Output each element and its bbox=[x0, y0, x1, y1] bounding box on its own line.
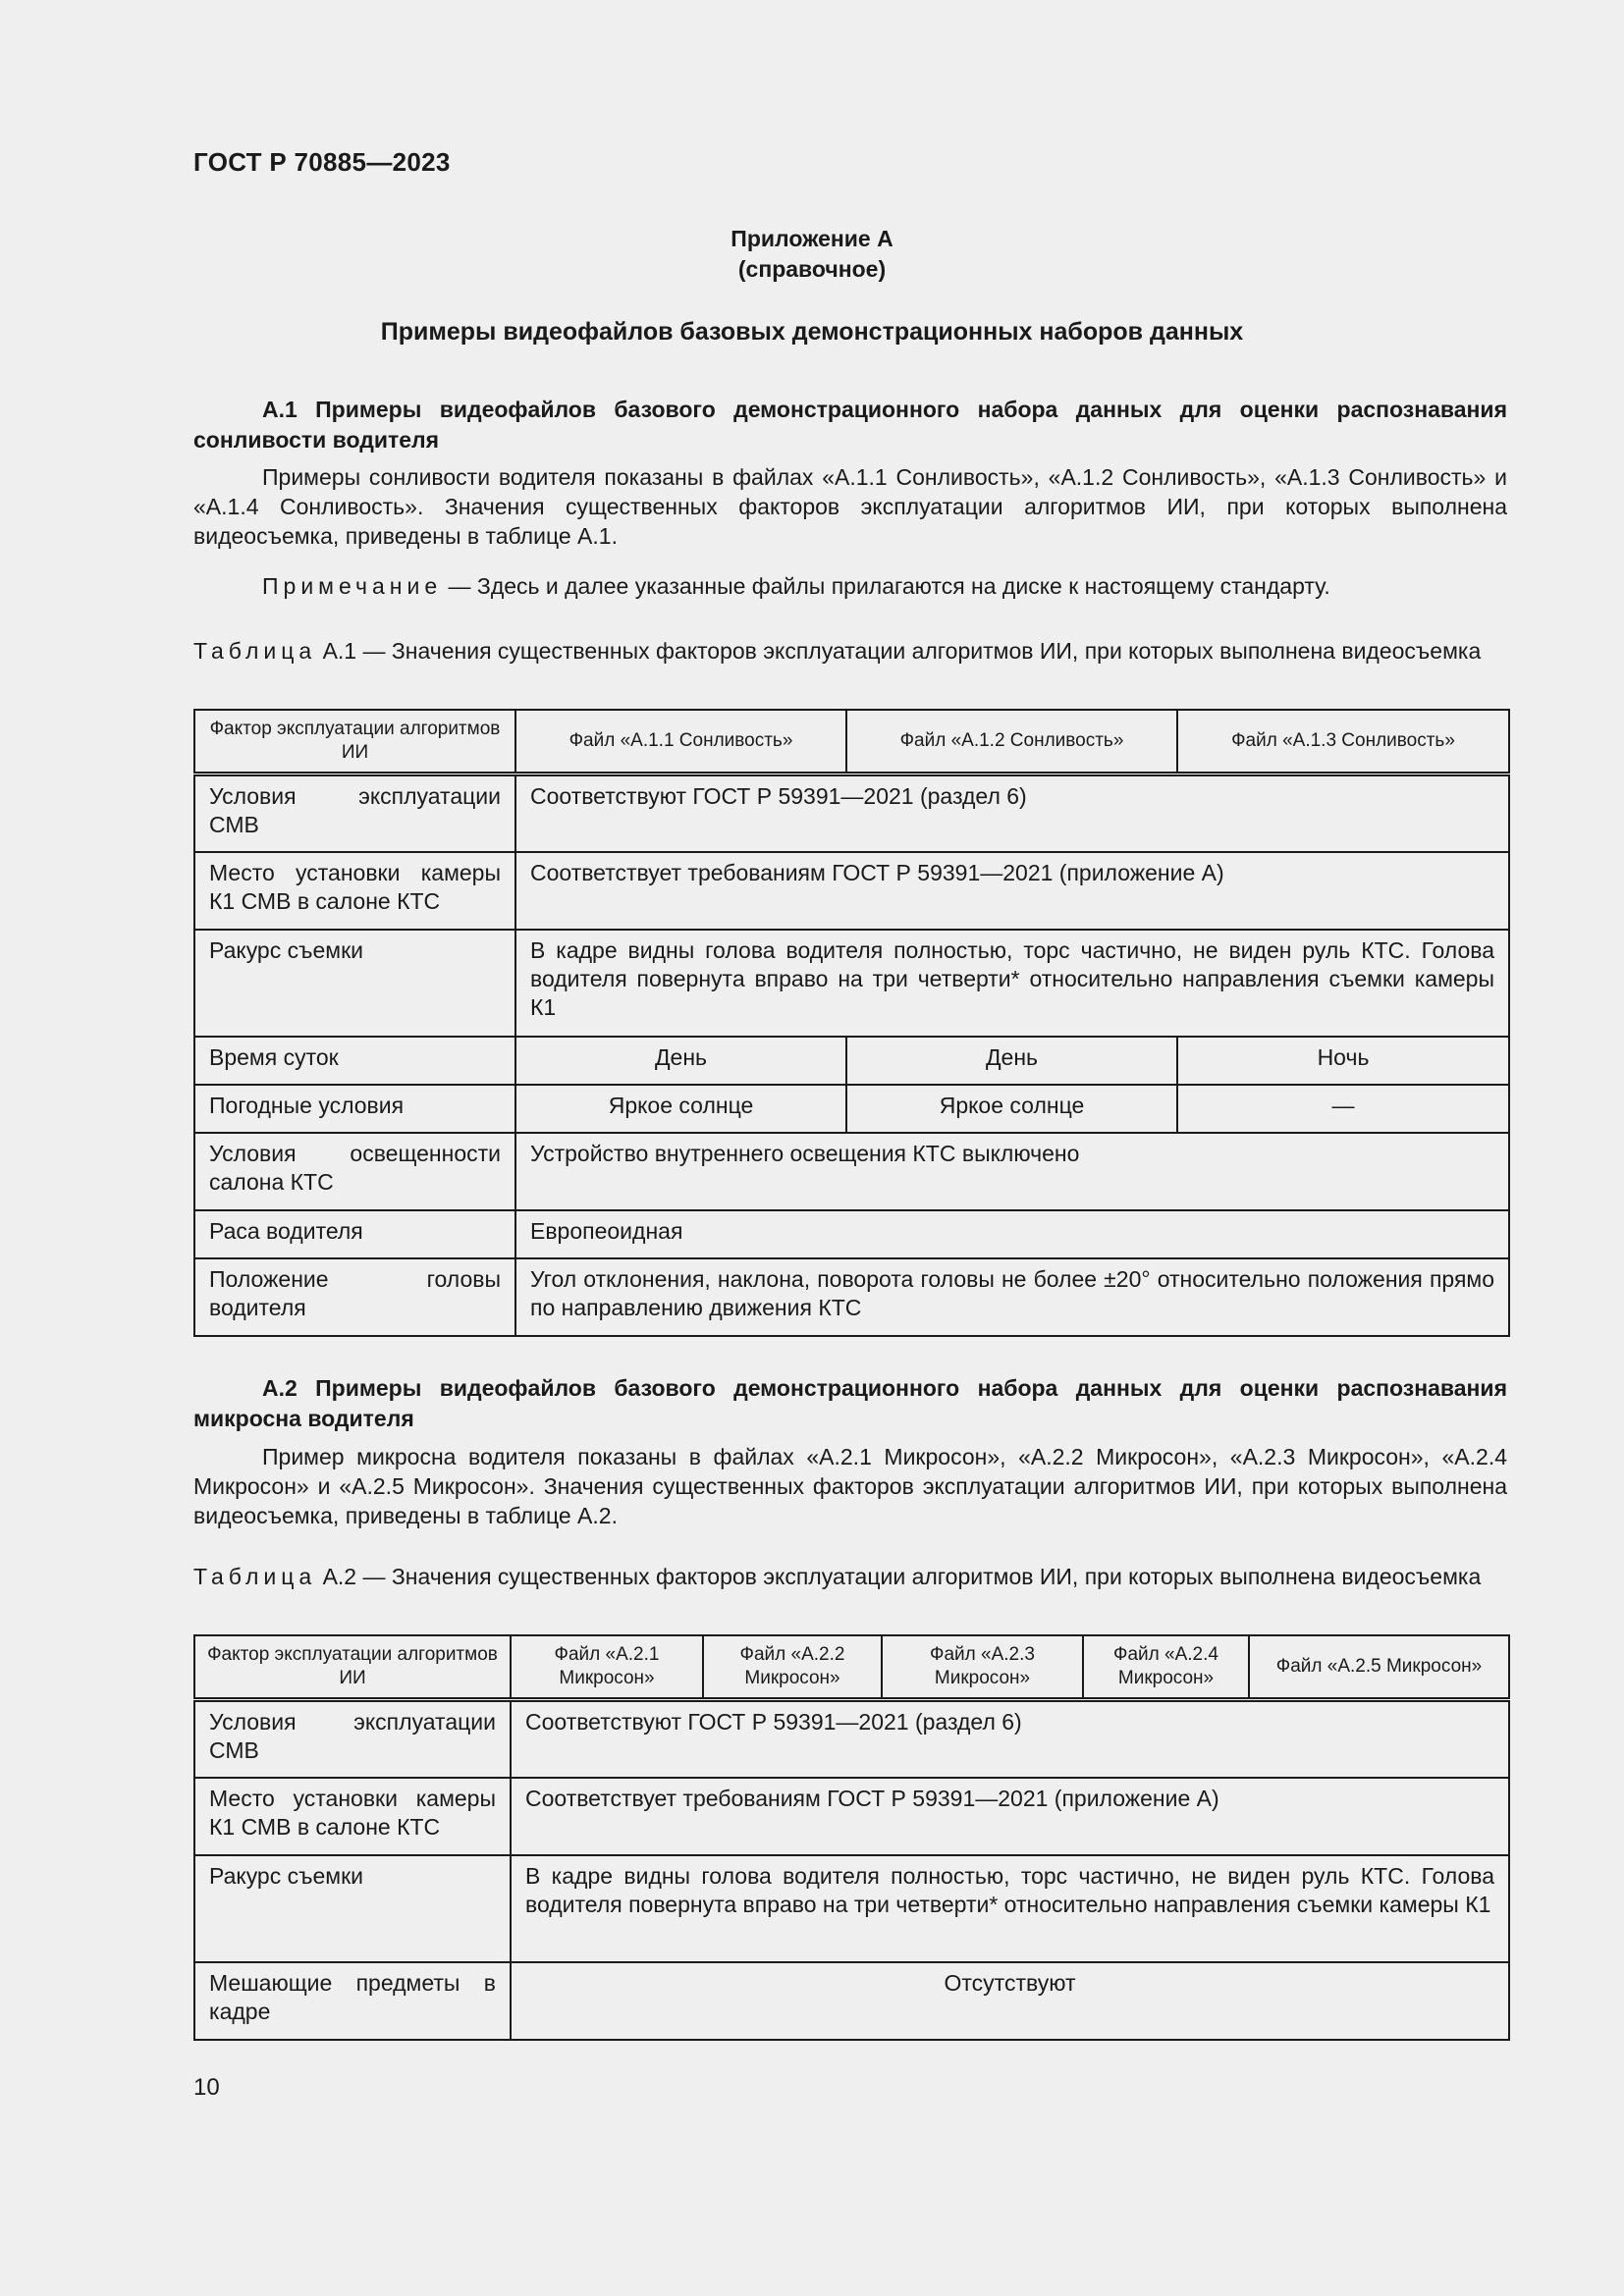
table-a2-caption-text: А.2 — Значения существенных факторов эксплуатации алгоритмов ИИ, при которых выполнена видеосъемка bbox=[316, 1564, 1482, 1589]
table-row bbox=[194, 774, 1509, 852]
note-label: Примечание bbox=[262, 573, 443, 599]
factor-cell: Погодные условия bbox=[194, 1085, 515, 1133]
factor-cell: Место установки камеры К1 СМВ в салоне КТС bbox=[194, 852, 515, 930]
section-a1-paragraph: Примеры сонливости водителя показаны в файлах «А.1.1 Сонливость», «А.1.2 Сонливость», «А.1.3 Сонливость» и «А.1.4 Сонливость». Значения существенных факторов эксплуатации алгоритмов ИИ, при которых выполнена видеосъемка, приведены в таблице А.1. bbox=[193, 464, 1507, 549]
section-a1-heading: А.1 Примеры видеофайлов базового демонстрационного набора данных для оценки распознавания сонливости водителя bbox=[193, 397, 1507, 453]
document-code: ГОСТ Р 70885—2023 bbox=[193, 147, 451, 177]
table-a2-caption bbox=[193, 1563, 1507, 1591]
appendix-title: Примеры видеофайлов базовых демонстрационных наборов данных bbox=[380, 318, 1244, 346]
factor-cell: Ракурс съемки bbox=[194, 1855, 511, 1962]
header-file: Файл «А.2.4 Микросон» bbox=[1083, 1635, 1249, 1700]
factor-cell: Время суток bbox=[194, 1037, 515, 1085]
value-cell: Соответствуют ГОСТ Р 59391—2021 (раздел 6) bbox=[515, 774, 1509, 852]
table-row bbox=[194, 1210, 1509, 1258]
table-header-row bbox=[194, 1635, 1509, 1700]
factor-cell: Раса водителя bbox=[194, 1210, 515, 1258]
table-a1-caption bbox=[193, 637, 1507, 666]
table-row bbox=[194, 1258, 1509, 1336]
value-cell: Соответствует требованиям ГОСТ Р 59391—2021 (приложение А) bbox=[511, 1778, 1509, 1855]
value-cell: Европеоидная bbox=[515, 1210, 1509, 1258]
page-number: 10 bbox=[193, 2074, 220, 2101]
factor-cell: Ракурс съемки bbox=[194, 930, 515, 1037]
note-text: — Здесь и далее указанные файлы прилагаются на диске к настоящему стандарту. bbox=[442, 573, 1330, 599]
table-a1-caption-label: Таблица bbox=[193, 638, 317, 664]
table-row bbox=[194, 852, 1509, 930]
table-row bbox=[194, 1855, 1509, 1962]
table-row bbox=[194, 1037, 1509, 1085]
table-row bbox=[194, 1778, 1509, 1855]
factor-cell: Положение головы водителя bbox=[194, 1258, 515, 1336]
factor-cell: Мешающие предметы в кадре bbox=[194, 1962, 511, 2040]
header-factor: Фактор эксплуатации алгоритмов ИИ bbox=[194, 710, 515, 774]
value-cell: Ночь bbox=[1177, 1037, 1509, 1085]
value-cell: Угол отклонения, наклона, поворота головы не более ±20° относительно положения прямо по направлению движения КТС bbox=[515, 1258, 1509, 1336]
table-header-row bbox=[194, 710, 1509, 774]
value-cell: День bbox=[846, 1037, 1177, 1085]
header-factor: Фактор эксплуатации алгоритмов ИИ bbox=[194, 1635, 511, 1700]
table-a1 bbox=[193, 709, 1510, 1337]
table-a1-caption-text: А.1 — Значения существенных факторов эксплуатации алгоритмов ИИ, при которых выполнена видеосъемка bbox=[316, 638, 1482, 664]
factor-cell: Условия эксплуатации СМВ bbox=[194, 1700, 511, 1778]
table-row bbox=[194, 1962, 1509, 2040]
table-row bbox=[194, 1085, 1509, 1133]
appendix-label-block bbox=[0, 224, 1624, 285]
section-a2-paragraph: Пример микросна водителя показаны в файлах «А.2.1 Микросон», «А.2.2 Микросон», «А.2.3 Микросон», «А.2.4 Микросон» и «А.2.5 Микросон». Значения существенных факторов эксплуатации алгоритмов ИИ, при которых выполнена видеосъемка, приведены в таблице А.2. bbox=[193, 1444, 1507, 1528]
table-row bbox=[194, 1700, 1509, 1778]
value-cell: В кадре видны голова водителя полностью, торс частично, не виден руль КТС. Голова водителя повернута вправо на три четверти* относительно направления съемки камеры К1 bbox=[511, 1855, 1509, 1962]
header-file: Файл «А.2.5 Микросон» bbox=[1249, 1635, 1509, 1700]
value-cell: Устройство внутреннего освещения КТС выключено bbox=[515, 1133, 1509, 1210]
section-a1-note bbox=[193, 571, 1507, 601]
header-file: Файл «А.1.2 Сонливость» bbox=[846, 710, 1177, 774]
header-file: Файл «А.1.3 Сонливость» bbox=[1177, 710, 1509, 774]
value-cell: Яркое солнце bbox=[846, 1085, 1177, 1133]
appendix-kind: (справочное) bbox=[737, 256, 887, 282]
appendix-label: Приложение А bbox=[731, 226, 893, 251]
table-a2-caption-label: Таблица bbox=[193, 1564, 317, 1589]
value-cell: Соответствуют ГОСТ Р 59391—2021 (раздел 6) bbox=[511, 1700, 1509, 1778]
value-cell: — bbox=[1177, 1085, 1509, 1133]
factor-cell: Место установки камеры К1 СМВ в салоне КТС bbox=[194, 1778, 511, 1855]
header-file: Файл «А.2.2 Микросон» bbox=[703, 1635, 882, 1700]
factor-cell: Условия освещенности салона КТС bbox=[194, 1133, 515, 1210]
section-a2-heading: А.2 Примеры видеофайлов базового демонстрационного набора данных для оценки распознавания микросна водителя bbox=[193, 1375, 1507, 1431]
table-a2 bbox=[193, 1634, 1510, 2041]
table-row bbox=[194, 1133, 1509, 1210]
value-cell: Соответствует требованиям ГОСТ Р 59391—2021 (приложение А) bbox=[515, 852, 1509, 930]
value-cell: В кадре видны голова водителя полностью, торс частично, не виден руль КТС. Голова водителя повернута вправо на три четверти* относительно направления съемки камеры К1 bbox=[515, 930, 1509, 1037]
header-file: Файл «А.2.1 Микросон» bbox=[511, 1635, 703, 1700]
table-row bbox=[194, 930, 1509, 1037]
value-cell: Отсутствуют bbox=[511, 1962, 1509, 2040]
factor-cell: Условия эксплуатации СМВ bbox=[194, 774, 515, 852]
header-file: Файл «А.2.3 Микросон» bbox=[882, 1635, 1083, 1700]
header-file: Файл «А.1.1 Сонливость» bbox=[515, 710, 846, 774]
value-cell: День bbox=[515, 1037, 846, 1085]
value-cell: Яркое солнце bbox=[515, 1085, 846, 1133]
